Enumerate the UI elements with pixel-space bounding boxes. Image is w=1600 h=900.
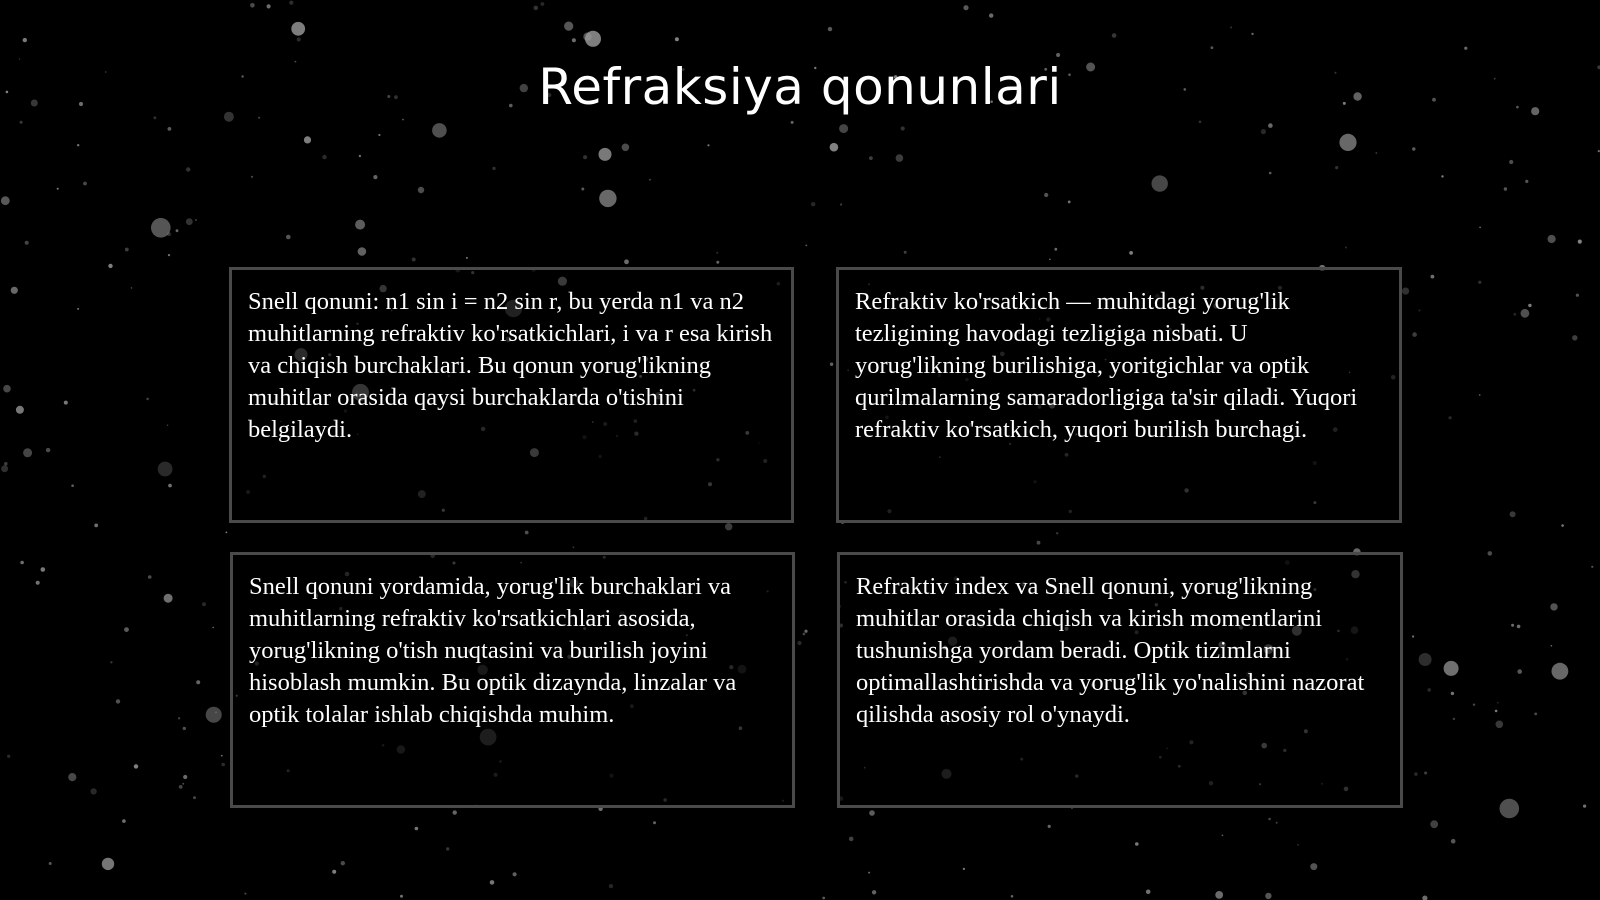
star — [412, 258, 416, 262]
star — [1583, 805, 1586, 808]
star — [71, 484, 74, 487]
star — [1011, 895, 1014, 898]
star — [64, 401, 68, 405]
star — [77, 144, 79, 146]
star — [624, 259, 629, 264]
star — [1591, 566, 1593, 568]
star — [158, 462, 173, 477]
star — [146, 398, 149, 401]
star — [25, 241, 29, 245]
star — [901, 126, 905, 130]
card-text: Snell qonuni: n1 sin i = n2 sin r, bu yerda n1 va n2 muhitlarning refraktiv ko'rsatkichlari, i va r esa kirish va chiqish burchaklari. Bu qonun yorug'likning muhitlar orasida qaysi burchaklarda o'tishini belgilaydi. — [248, 288, 773, 443]
star — [154, 116, 157, 119]
star — [1478, 281, 1481, 284]
star — [77, 308, 79, 310]
star — [453, 810, 457, 814]
star — [583, 33, 591, 41]
star — [446, 847, 449, 850]
star — [466, 257, 468, 259]
star — [707, 144, 709, 146]
text-card-optical-systems — [837, 552, 1403, 808]
star — [1112, 33, 1117, 38]
star — [182, 783, 184, 785]
star — [202, 602, 206, 606]
star — [221, 763, 225, 767]
star — [183, 775, 187, 779]
star — [36, 581, 40, 585]
text-card-refractive-index — [836, 267, 1402, 523]
star — [322, 155, 326, 159]
star — [653, 821, 656, 824]
star — [1419, 653, 1432, 666]
star — [183, 727, 186, 730]
star — [791, 121, 794, 124]
star — [1054, 248, 1057, 251]
star — [797, 641, 801, 645]
star — [811, 202, 815, 206]
star — [725, 523, 732, 530]
star — [1514, 313, 1517, 316]
star — [1427, 688, 1431, 692]
star — [1449, 416, 1452, 419]
star — [581, 188, 584, 191]
star — [11, 287, 18, 294]
star — [289, 1, 293, 5]
star — [195, 219, 197, 221]
star — [1412, 635, 1414, 637]
star — [840, 203, 842, 205]
star — [1500, 799, 1520, 819]
star — [3, 385, 11, 393]
star — [1230, 27, 1232, 29]
star — [432, 123, 447, 138]
star — [148, 575, 152, 579]
star — [513, 872, 517, 876]
star — [1412, 147, 1415, 150]
star — [291, 22, 305, 36]
star — [1431, 275, 1435, 279]
star — [675, 37, 679, 41]
star — [1525, 180, 1528, 183]
star — [1419, 309, 1421, 311]
star — [1495, 710, 1498, 713]
star — [1152, 175, 1168, 191]
star — [1297, 844, 1299, 846]
star — [1310, 863, 1317, 870]
star — [359, 155, 361, 157]
star — [1444, 661, 1459, 676]
star — [244, 893, 246, 895]
star — [869, 810, 875, 816]
star — [196, 680, 200, 684]
star — [186, 167, 190, 171]
star — [1517, 669, 1522, 674]
star — [167, 424, 169, 426]
star — [151, 218, 171, 238]
star — [1451, 692, 1454, 695]
star — [1402, 288, 1409, 295]
star — [1129, 251, 1133, 255]
slide-title: Refraksiya qonunlari — [538, 58, 1062, 116]
star — [1, 465, 8, 472]
star — [1251, 33, 1253, 35]
star — [490, 880, 495, 885]
star — [963, 868, 965, 870]
star — [1422, 896, 1427, 900]
star — [1550, 603, 1557, 610]
star — [1048, 825, 1051, 828]
star — [904, 251, 907, 254]
star — [830, 143, 839, 152]
star — [1211, 46, 1214, 49]
star — [1479, 227, 1481, 229]
star — [572, 38, 576, 42]
star — [1509, 160, 1513, 164]
star — [896, 154, 904, 162]
star — [1056, 53, 1060, 57]
star — [583, 155, 587, 159]
star — [221, 755, 223, 757]
star — [193, 796, 196, 799]
star — [805, 245, 807, 247]
star — [168, 127, 172, 131]
star — [250, 3, 255, 8]
star — [872, 890, 876, 894]
star — [1335, 166, 1338, 169]
star — [4, 462, 8, 466]
star — [1552, 663, 1569, 680]
star — [134, 764, 138, 768]
star — [176, 229, 179, 232]
star — [573, 546, 575, 548]
star — [400, 895, 403, 898]
star — [358, 247, 367, 256]
star — [206, 707, 222, 723]
text-card-snell-application — [230, 552, 795, 808]
star — [1146, 890, 1151, 895]
star — [122, 819, 126, 823]
star — [599, 148, 612, 161]
star — [1056, 532, 1058, 534]
star — [868, 872, 870, 874]
star — [267, 4, 271, 8]
star — [226, 532, 228, 534]
card-text: Snell qonuni yordamida, yorug'lik burchaklari va muhitlarning refraktiv ko'rsatkichlari asosida, yorug'likning o'tish nuqtasini va burilish joyini hisoblash mumkin. Bu optik dizaynda, linzalar va optik tolalar ishlab chiqishda muhim. — [249, 573, 737, 728]
star — [179, 785, 183, 789]
star — [1451, 839, 1456, 844]
star — [1497, 702, 1499, 704]
star — [1, 196, 10, 205]
star — [1517, 625, 1521, 629]
star — [803, 633, 806, 636]
star — [1375, 152, 1377, 154]
star — [541, 2, 545, 6]
star — [1268, 818, 1271, 821]
card-text: Refraktiv index va Snell qonuni, yorug'likning muhitlar orasida chiqish va kirish momentlarini tushunishga yordam beradi. Optik tizimlarni optimallashtirishda va yorug'lik yo'nalishini nazorat qilishda asosiy rol o'ynaydi. — [856, 573, 1365, 728]
star — [418, 187, 424, 193]
star — [1424, 772, 1427, 775]
star — [963, 5, 968, 10]
star — [804, 630, 807, 633]
star — [1135, 842, 1139, 846]
star — [94, 524, 98, 528]
star — [1510, 511, 1516, 517]
star — [1414, 772, 1417, 775]
star — [1464, 47, 1467, 50]
star — [332, 870, 336, 874]
star — [164, 594, 173, 603]
star — [1441, 175, 1443, 177]
star — [1521, 309, 1530, 318]
star — [1511, 624, 1514, 627]
star — [49, 862, 52, 865]
star — [20, 121, 23, 124]
star — [355, 220, 365, 230]
star — [83, 182, 87, 186]
star — [1572, 335, 1577, 340]
star — [304, 136, 311, 143]
star — [297, 38, 301, 42]
star — [1488, 551, 1493, 556]
star — [1339, 134, 1356, 151]
star — [609, 884, 613, 888]
star — [168, 484, 172, 488]
star — [178, 717, 180, 719]
card-text: Refraktiv ko'rsatkich — muhitdagi yorug'lik tezligining havodagi tezligiga nisbati. U yorug'likning burilishiga, yoritgichlar va optik qurilmalarning samaradorligiga ta'sir qiladi. Yuqori refraktiv ko'rsatkich, yuqori burilish burchagi. — [855, 288, 1358, 443]
star — [124, 627, 129, 632]
star — [23, 38, 27, 42]
star — [68, 773, 76, 781]
star — [1504, 187, 1507, 190]
star — [1037, 541, 1041, 545]
star — [7, 755, 10, 758]
star — [90, 788, 96, 794]
star — [378, 134, 380, 136]
star — [57, 188, 59, 190]
star — [110, 661, 112, 663]
star — [1578, 240, 1582, 244]
star — [1222, 835, 1224, 837]
star — [20, 561, 24, 565]
star — [186, 218, 193, 225]
star — [16, 406, 24, 414]
star — [564, 22, 573, 31]
star — [1276, 822, 1278, 824]
star — [23, 448, 32, 457]
star — [716, 261, 719, 264]
star — [102, 858, 114, 870]
star — [1473, 704, 1475, 706]
text-card-snell-law — [229, 267, 794, 523]
star — [492, 167, 495, 170]
star — [525, 531, 529, 535]
star — [131, 287, 133, 289]
star — [1551, 645, 1553, 647]
star — [1268, 123, 1273, 128]
star — [649, 179, 651, 181]
star — [1534, 713, 1537, 716]
star — [989, 13, 993, 17]
star — [1528, 304, 1531, 307]
star — [258, 117, 260, 119]
star — [1496, 721, 1504, 729]
star — [1049, 259, 1051, 261]
star — [108, 264, 112, 268]
star — [415, 827, 419, 831]
star — [1430, 820, 1438, 828]
star — [849, 837, 854, 842]
star — [622, 144, 630, 152]
star — [46, 448, 50, 452]
star — [286, 235, 291, 240]
star — [1561, 524, 1564, 527]
star — [830, 363, 833, 366]
star — [822, 897, 825, 900]
star — [828, 27, 832, 31]
star — [1044, 193, 1048, 197]
star — [373, 175, 377, 179]
star — [1453, 718, 1455, 720]
star — [1265, 893, 1271, 899]
star — [251, 176, 253, 178]
star — [212, 627, 214, 629]
star — [839, 124, 848, 133]
star — [1199, 121, 1202, 124]
star — [716, 252, 718, 254]
star — [1412, 332, 1417, 337]
star — [599, 190, 616, 207]
star — [1261, 129, 1266, 134]
star — [1215, 891, 1223, 899]
star — [116, 699, 120, 703]
star — [215, 712, 217, 714]
star — [869, 156, 873, 160]
star — [1068, 201, 1071, 204]
star — [341, 861, 345, 865]
star — [1548, 235, 1556, 243]
star — [1576, 294, 1579, 297]
star — [402, 119, 404, 121]
star — [41, 567, 46, 572]
star — [534, 6, 539, 11]
star — [1345, 247, 1347, 249]
star — [125, 248, 129, 252]
star — [1269, 172, 1272, 175]
star — [1479, 394, 1481, 396]
star — [168, 254, 170, 256]
